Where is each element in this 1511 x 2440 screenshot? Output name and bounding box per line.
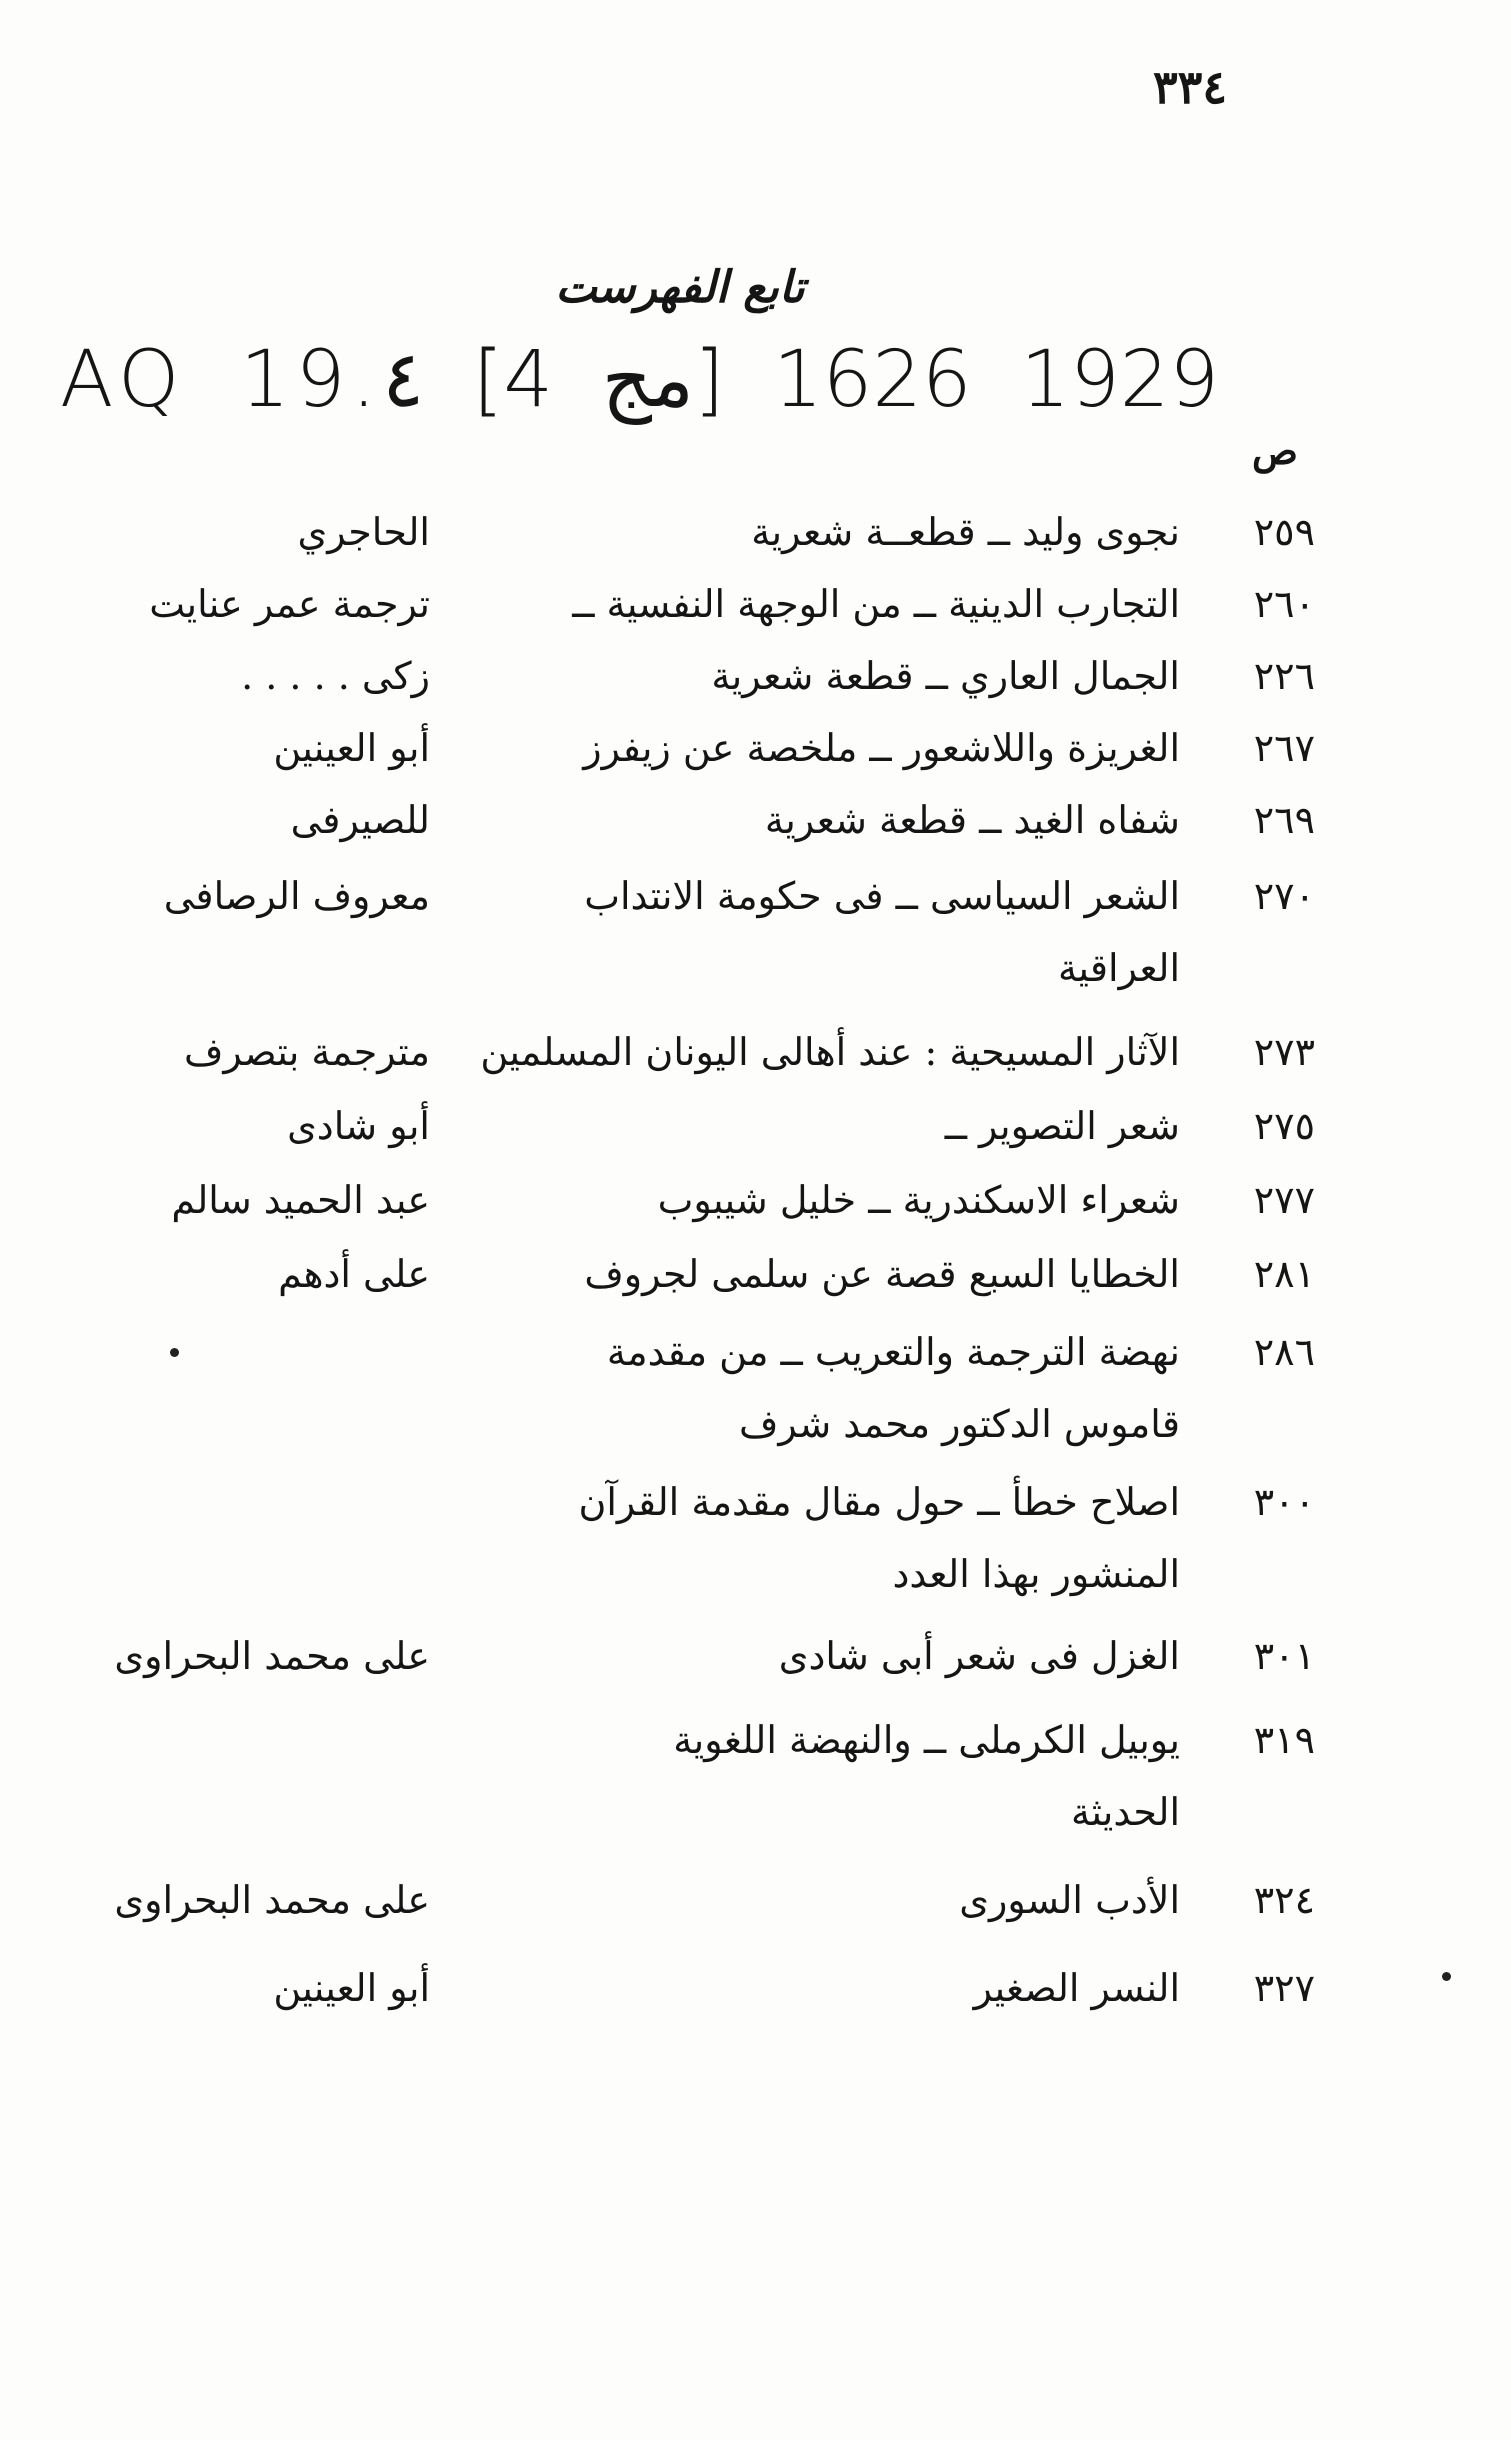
- entry-page-number: ٢٧٠: [1253, 874, 1315, 918]
- toc-entry: [0, 1030, 1511, 1108]
- entry-author: أبو العينين: [273, 726, 430, 770]
- entry-page-number: ٢٨١: [1253, 1252, 1315, 1296]
- entry-author: معروف الرصافى: [163, 874, 430, 918]
- section-heading: تابع الفهرست: [555, 262, 805, 313]
- entry-page-number: ٣٢٧: [1253, 1966, 1315, 2010]
- entry-title-continuation: المنشور بهذا العدد: [892, 1552, 1180, 1596]
- toc-entry: [0, 1330, 1511, 1480]
- entry-author: على أدهم: [278, 1252, 430, 1296]
- entry-author: على محمد البحراوى: [114, 1634, 430, 1678]
- entry-title: التجارب الدينية ــ من الوجهة النفسية ــ: [572, 582, 1180, 626]
- entry-page-number: ٢٧٥: [1253, 1104, 1315, 1148]
- entry-author: زكى . . . . .: [241, 654, 430, 698]
- entry-author: على محمد البحراوى: [114, 1878, 430, 1922]
- entry-title-continuation: الحديثة: [1070, 1790, 1180, 1834]
- entry-title: النسر الصغير: [973, 1966, 1180, 2010]
- entry-page-number: ٢٧٧: [1253, 1178, 1315, 1222]
- toc-entry: [0, 1634, 1511, 1712]
- entry-page-number: ٢٦٩: [1253, 798, 1315, 842]
- entry-title: شعراء الاسكندرية ــ خليل شيبوب: [657, 1178, 1180, 1222]
- ink-speck: [170, 1348, 179, 1357]
- entry-title-continuation: العراقية: [1058, 946, 1180, 990]
- entry-page-number: ٢٨٦: [1253, 1330, 1315, 1374]
- page-number: ٣٣٤: [1152, 60, 1228, 114]
- page-column-label: ص: [1252, 428, 1298, 473]
- entry-page-number: ٢٧٣: [1253, 1030, 1315, 1074]
- entry-author: الحاجري: [297, 510, 430, 554]
- toc-entry: [0, 1480, 1511, 1630]
- toc-entry: [0, 1104, 1511, 1182]
- entry-author: عبد الحميد سالم: [171, 1178, 430, 1222]
- entry-page-number: ٣٢٤: [1253, 1878, 1315, 1922]
- entry-author: ترجمة عمر عنايت: [149, 582, 430, 626]
- ink-speck: [1442, 1972, 1451, 1981]
- entry-title: الشعر السياسى ــ فى حكومة الانتداب: [584, 874, 1180, 918]
- entry-page-number: ٣٠٠: [1253, 1480, 1315, 1524]
- toc-entry: [0, 1966, 1511, 2044]
- toc-entry: [0, 510, 1511, 588]
- toc-entry: [0, 1878, 1511, 1956]
- entry-page-number: ٢٢٦: [1253, 654, 1315, 698]
- toc-entry: [0, 582, 1511, 660]
- entry-title: اصلاح خطأ ــ حول مقال مقدمة القرآن: [578, 1480, 1180, 1524]
- entry-title: الخطايا السبع قصة عن سلمى لجروف: [584, 1252, 1180, 1296]
- toc-entry: [0, 654, 1511, 732]
- entry-title-continuation: قاموس الدكتور محمد شرف: [739, 1402, 1180, 1446]
- entry-author: مترجمة بتصرف: [183, 1030, 430, 1074]
- handwritten-catalog-note: AQ 19.٤ [4 مج] 1929 1626: [60, 335, 1219, 425]
- toc-entry: [0, 874, 1511, 1024]
- entry-title: شفاه الغيد ــ قطعة شعرية: [764, 798, 1180, 842]
- toc-entry: [0, 726, 1511, 804]
- entry-title: يوبيل الكرملى ــ والنهضة اللغوية: [673, 1718, 1180, 1762]
- toc-entry: [0, 798, 1511, 876]
- entry-title: الغزل فى شعر أبى شادى: [778, 1634, 1180, 1678]
- entry-page-number: ٢٦٧: [1253, 726, 1315, 770]
- entry-page-number: ٢٦٠: [1253, 582, 1315, 626]
- toc-entry: [0, 1718, 1511, 1868]
- toc-entry: [0, 1252, 1511, 1330]
- entry-title: الغريزة واللاشعور ــ ملخصة عن زيفرز: [583, 726, 1180, 770]
- entry-title: الآثار المسيحية : عند أهالى اليونان المسلمين: [480, 1030, 1180, 1074]
- entry-title: شعر التصوير ــ: [944, 1104, 1180, 1148]
- entry-title: نجوى وليد ــ قطعــة شعرية: [751, 510, 1180, 554]
- entry-author: أبو العينين: [273, 1966, 430, 2010]
- entry-page-number: ٣١٩: [1253, 1718, 1315, 1762]
- entry-title: الجمال العاري ــ قطعة شعرية: [711, 654, 1180, 698]
- entry-title: نهضة الترجمة والتعريب ــ من مقدمة: [606, 1330, 1180, 1374]
- entry-page-number: ٣٠١: [1253, 1634, 1315, 1678]
- toc-entry: [0, 1178, 1511, 1256]
- entry-author: أبو شادى: [287, 1104, 430, 1148]
- entry-page-number: ٢٥٩: [1253, 510, 1315, 554]
- entry-title: الأدب السورى: [959, 1878, 1180, 1922]
- entry-author: للصيرفى: [290, 798, 430, 842]
